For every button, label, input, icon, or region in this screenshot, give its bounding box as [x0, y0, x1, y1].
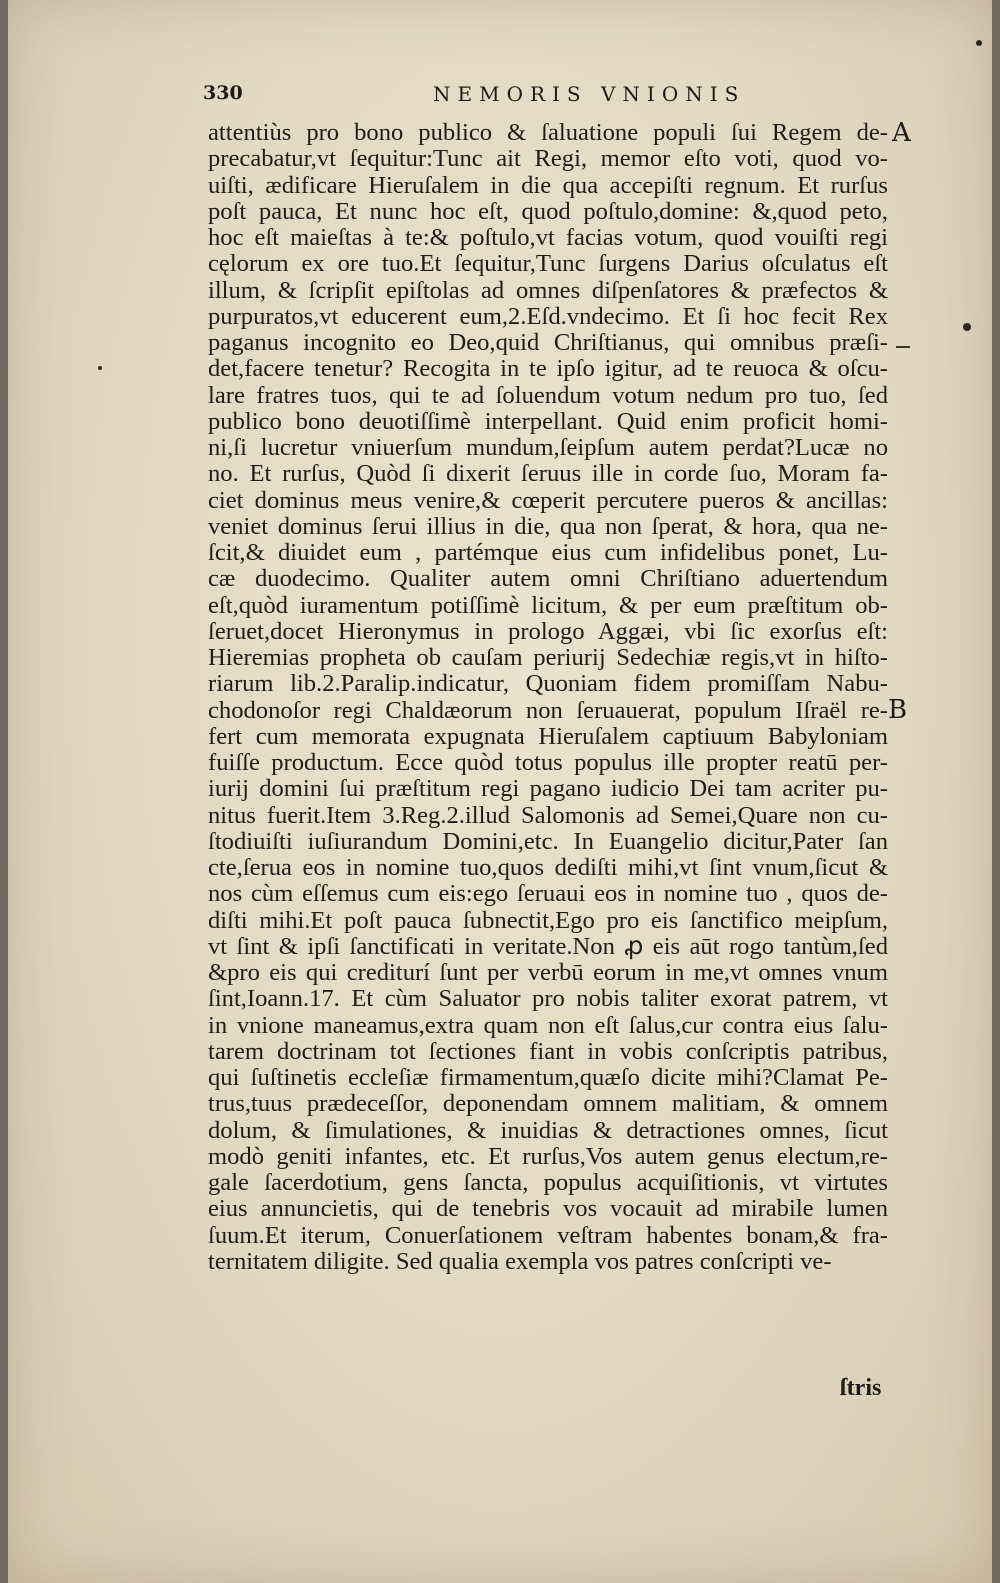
ink-speck	[963, 323, 971, 331]
text-line: ciet dominus meus venire,& cœperit percutere pueros & ancillas:	[208, 486, 888, 514]
text-line: cte,ſerua eos in nomine tuo,quos dediſti mihi,vt ſint vnum,ſicut &	[208, 854, 888, 881]
text-line: fert cum memorata expugnata Hieruſalem captiuum Babyloniam	[208, 722, 888, 750]
text-line: gale ſacerdotium, gens ſancta, populus acquiſitionis, vt virtutes	[208, 1169, 888, 1196]
text-line: qui ſuſtinetis eccleſiæ firmamentum,quæſo dicite mihi?Clamat Pe-	[208, 1064, 888, 1091]
text-line: ſcit,& diuidet eum , partémque eius cum infidelibus ponet, Lu-	[208, 539, 888, 566]
text-line: diſti mihi.Et poſt pauca ſubnectit,Ego pro eis ſanctifico meipſum,	[208, 906, 888, 934]
ink-speck	[98, 366, 102, 370]
text-line: purpuratos,vt educerent eum,2.Eſd.vndecimo. Et ſi hoc fecit Rex	[208, 302, 888, 330]
text-line: det,facere tenetur? Recogita in te ipſo igitur, ad te reuoca & oſcu-	[208, 355, 888, 383]
catchword: ſtris	[840, 1375, 882, 1401]
text-line: eſt,quòd iuramentum potiſſimè licitum, & per eum præſtitum ob-	[208, 591, 888, 619]
text-line: uiſti, ædificare Hieruſalem in die qua accepiſti regnum. Et rurſus	[208, 171, 888, 199]
text-line: trus,tuus prædeceſſor, deponendam omnem malitiam, & omnem	[208, 1090, 888, 1118]
margin-dash	[896, 346, 910, 348]
text-line: dolum, & ſimulationes, & inuidias & detractiones omnes, ſicut	[208, 1116, 888, 1144]
text-line: veniet dominus ſerui illius in die, qua non ſperat, & hora, qua ne-	[208, 512, 888, 540]
text-line: nos cùm eſſemus cum eis:ego ſeruaui eos in nomine tuo , quos de-	[208, 880, 888, 908]
text-line: chodonoſor regi Chaldæorum non ſeruauerat, populum Iſraël re-	[208, 696, 888, 724]
text-line: ſint,Ioann.17. Et cùm Saluator pro nobis taliter exorat patrem, vt	[208, 985, 888, 1013]
text-line: in vnione maneamus,extra quam non eſt ſalus,cur contra eius ſalu-	[208, 1011, 888, 1039]
page-header	[203, 82, 763, 112]
text-line: ternitatem diligite. Sed qualia exempla vos patres conſcripti ve-	[208, 1247, 832, 1275]
page-number: 330	[203, 82, 243, 104]
text-line: modò geniti infantes, etc. Et rurſus,Vos autem genus electum,re-	[208, 1142, 888, 1170]
text-line: eius annuncietis, qui de tenebris vos vocauit ad mirabile lumen	[208, 1195, 888, 1223]
text-line: precabatur,vt ſequitur:Tunc ait Regi, memor eſto voti, quod vo-	[208, 145, 888, 173]
text-line: ſtodiuiſti iuſiurandum Domini,etc. In Euangelio dicitur,Pater ſan	[208, 827, 888, 855]
text-line: cęlorum ex ore tuo.Et ſequitur,Tunc ſurgens Darius oſculatus eſt	[208, 250, 888, 278]
text-line: Hieremias propheta ob cauſam periurij Sedechiæ regis,vt in hiſto-	[208, 644, 888, 671]
text-line: tarem doctrinam tot ſectiones fiant in vobis conſcriptis patribus,	[208, 1037, 888, 1065]
text-line: publico bono deuotiſſimè interpellant. Quid enim proficit homi-	[208, 407, 888, 435]
margin-letter-b: B	[888, 695, 908, 725]
text-line: vt ſint & ipſi ſanctificati in veritate.Non ꝓ eis aūt rogo tantùm,ſed	[208, 932, 888, 960]
text-line: hoc eſt maieſtas à te:& poſtulo,vt facias votum, quod vouiſti regi	[208, 224, 888, 251]
text-line: ſeruet,docet Hieronymus in prologo Aggæi, vbi ſic exorſus eſt:	[208, 617, 888, 645]
text-line: poſt pauca, Et nunc hoc eſt, quod poſtulo,domine: &,quod peto,	[208, 197, 888, 225]
text-line: fuiſſe productum. Ecce quòd totus populus ille propter reatū per-	[208, 749, 888, 776]
text-line: ni,ſi lucretur vniuerſum mundum,ſeipſum autem perdat?Lucæ no	[208, 434, 888, 461]
body-text	[208, 120, 888, 1275]
text-line: &pro eis qui crediturí ſunt per verbū eorum in me,vt omnes vnum	[208, 959, 888, 986]
book-page	[8, 0, 992, 1583]
text-line: riarum lib.2.Paralip.indicatur, Quoniam fidem promiſſam Nabu-	[208, 670, 888, 698]
text-line: nitus fuerit.Item 3.Reg.2.illud Salomonis ad Semei,Quare non cu-	[208, 801, 888, 829]
ink-speck	[976, 40, 982, 46]
text-line: cæ duodecimo. Qualiter autem omni Chriſtiano aduertendum	[208, 565, 888, 593]
text-line: no. Et rurſus, Quòd ſi dixerit ſeruus ille in corde ſuo, Moram fa-	[208, 460, 888, 488]
text-line: paganus incognito eo Deo,quid Chriſtianus, qui omnibus præſi-	[208, 329, 888, 356]
text-line: ſuum.Et iterum, Conuerſationem veſtram habentes bonam,& fra-	[208, 1221, 888, 1249]
margin-letter-a: A	[892, 118, 911, 148]
text-line: lare fratres tuos, qui te ad ſoluendum votum nedum pro tuo, ſed	[208, 381, 888, 409]
text-line: attentiùs pro bono publico & ſaluatione populi ſui Regem de-	[208, 119, 888, 146]
running-title: NEMORIS VNIONIS	[433, 82, 746, 106]
text-line: iurij domini ſui præſtitum regi pagano iudicio Dei tam acriter pu-	[208, 775, 888, 803]
text-line: illum, & ſcripſit epiſtolas ad omnes diſpenſatores & præfectos &	[208, 276, 888, 304]
